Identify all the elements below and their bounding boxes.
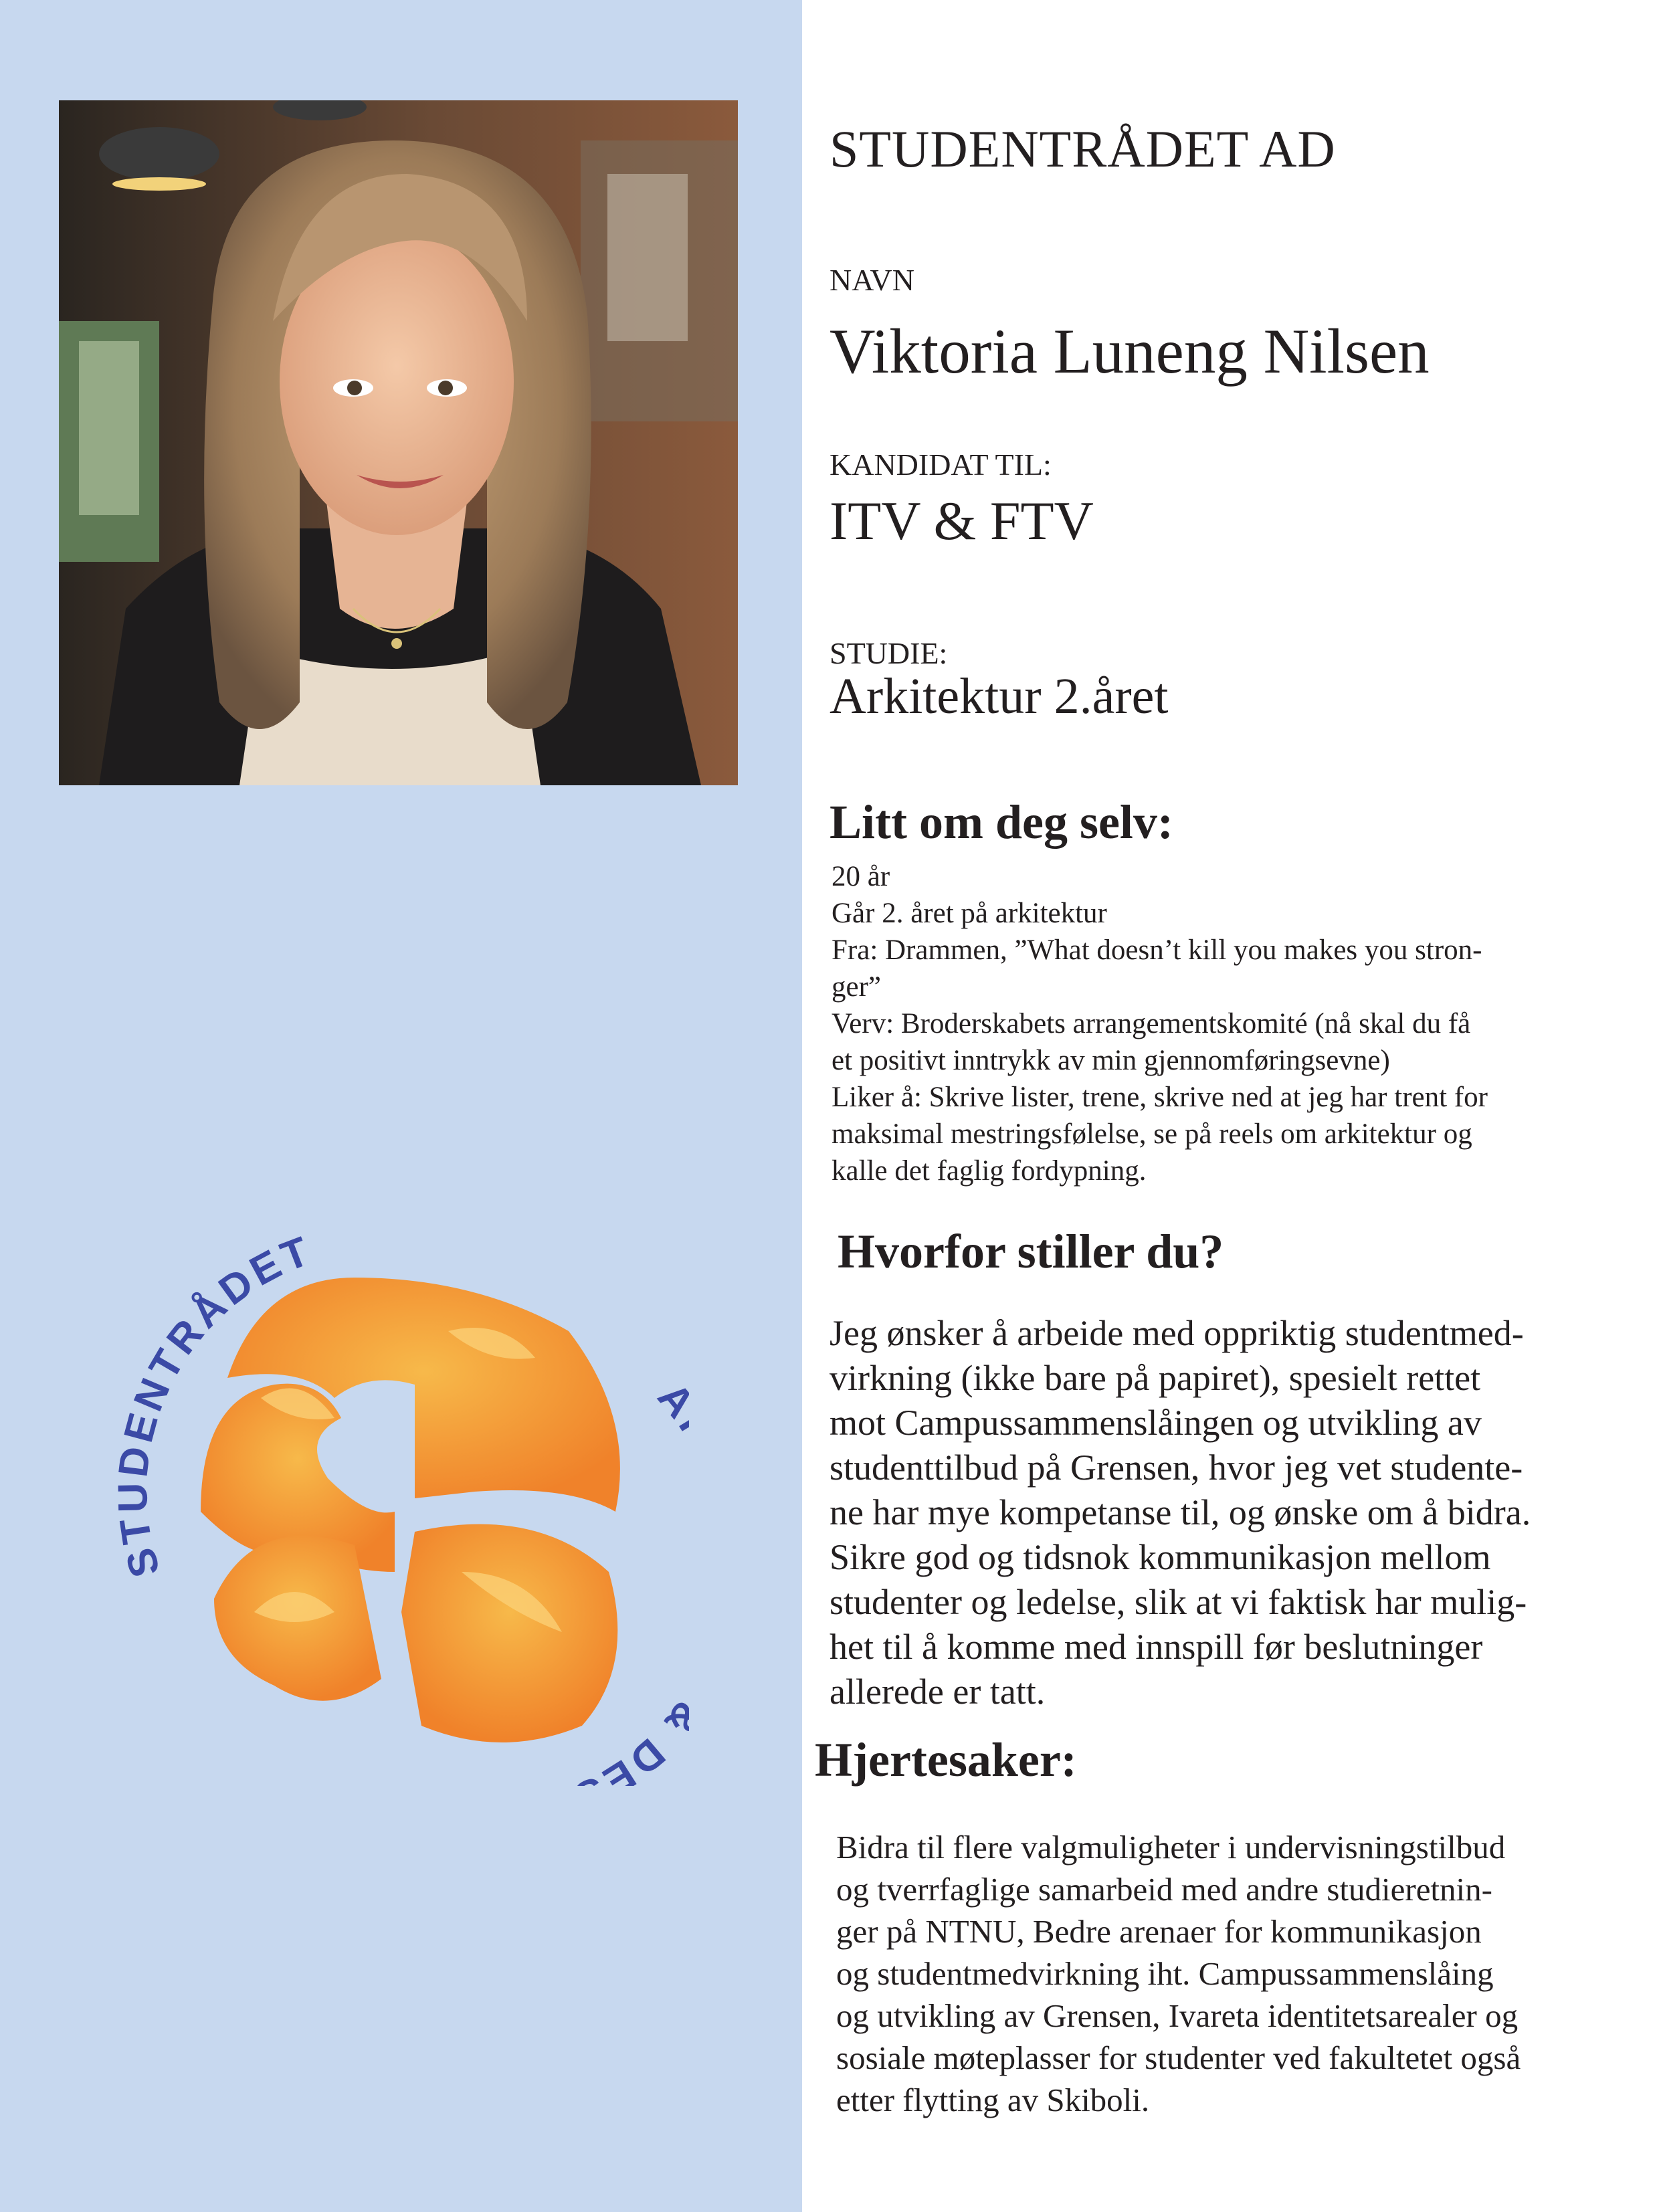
why-line: Sikre god og tidsnok kommunikasjon mellom: [830, 1537, 1491, 1577]
why-line: studenter og ledelse, slik at vi faktisk har mulig-: [830, 1582, 1527, 1622]
why-text: [830, 1311, 1531, 1714]
heart-line: og utvikling av Grensen, Ivareta identitetsarealer og: [836, 1997, 1519, 2034]
about-line: Fra: Drammen, ”What doesn’t kill you makes you stron-: [832, 934, 1482, 966]
name-label: NAVN: [830, 263, 914, 297]
about-line: Liker å: Skrive lister, trene, skrive ned at jeg har trent for: [832, 1082, 1488, 1113]
about-line: ger”: [832, 971, 881, 1003]
about-line: et positivt inntrykk av min gjennomføringsevne): [832, 1045, 1390, 1076]
why-line: het til å komme med innspill før beslutninger: [830, 1627, 1483, 1667]
about-line: maksimal mestringsfølelse, se på reels om arkitektur og: [832, 1118, 1472, 1150]
candidate-photo: [59, 100, 738, 785]
heart-line: ger på NTNU, Bedre arenaer for kommunikasjon: [836, 1913, 1482, 1950]
why-heading: Hvorfor stiller du?: [838, 1225, 1224, 1278]
why-line: ne har mye kompetanse til, og ønske om å bidra.: [830, 1492, 1531, 1532]
study-value: Arkitektur 2.året: [830, 668, 1169, 724]
document-title: STUDENTRÅDET AD: [830, 120, 1336, 178]
about-line: Går 2. året på arkitektur: [832, 898, 1107, 929]
about-text: [832, 858, 1488, 1189]
heart-line: etter flytting av Skiboli.: [836, 2082, 1150, 2118]
why-line: studenttilbud på Grensen, hvor jeg vet studente-: [830, 1447, 1523, 1488]
candidate-name: Viktoria Luneng Nilsen: [830, 316, 1430, 387]
why-line: Jeg ønsker å arbeide med oppriktig studentmed-: [830, 1313, 1524, 1353]
why-line: mot Campussammenslåingen og utvikling av: [830, 1403, 1482, 1443]
about-line: 20 år: [832, 861, 890, 892]
why-line: allerede er tatt.: [830, 1672, 1046, 1712]
study-label: STUDIE:: [830, 636, 948, 670]
logo-ring-text-top: STUDENTRÅDET: [110, 1227, 319, 1583]
why-line: virkning (ikke bare på papiret), spesielt rettet: [830, 1358, 1481, 1398]
heart-text: [836, 1826, 1521, 2121]
studentradet-logo: [100, 1197, 689, 1786]
logo-ring-text-bottom: DE: [591, 1729, 674, 1786]
heart-line: og studentmedvirkning iht. Campussammenslåing: [836, 1955, 1494, 1992]
about-line: Verv: Broderskabets arrangementskomité (nå skal du få: [832, 1008, 1471, 1039]
about-line: kalle det faglig fordypning.: [832, 1155, 1147, 1187]
candidate-for: ITV & FTV: [830, 490, 1094, 551]
about-heading: Litt om deg selv:: [830, 795, 1173, 849]
candidate-label: KANDIDAT TIL:: [830, 447, 1052, 482]
heart-heading: Hjertesaker:: [815, 1733, 1077, 1787]
heart-line: Bidra til flere valgmuligheter i undervisningstilbud: [836, 1829, 1506, 1866]
heart-line: sosiale møteplasser for studenter ved fakultetet også: [836, 2039, 1521, 2076]
heart-line: og tverrfaglige samarbeid med andre studieretnin-: [836, 1871, 1492, 1908]
